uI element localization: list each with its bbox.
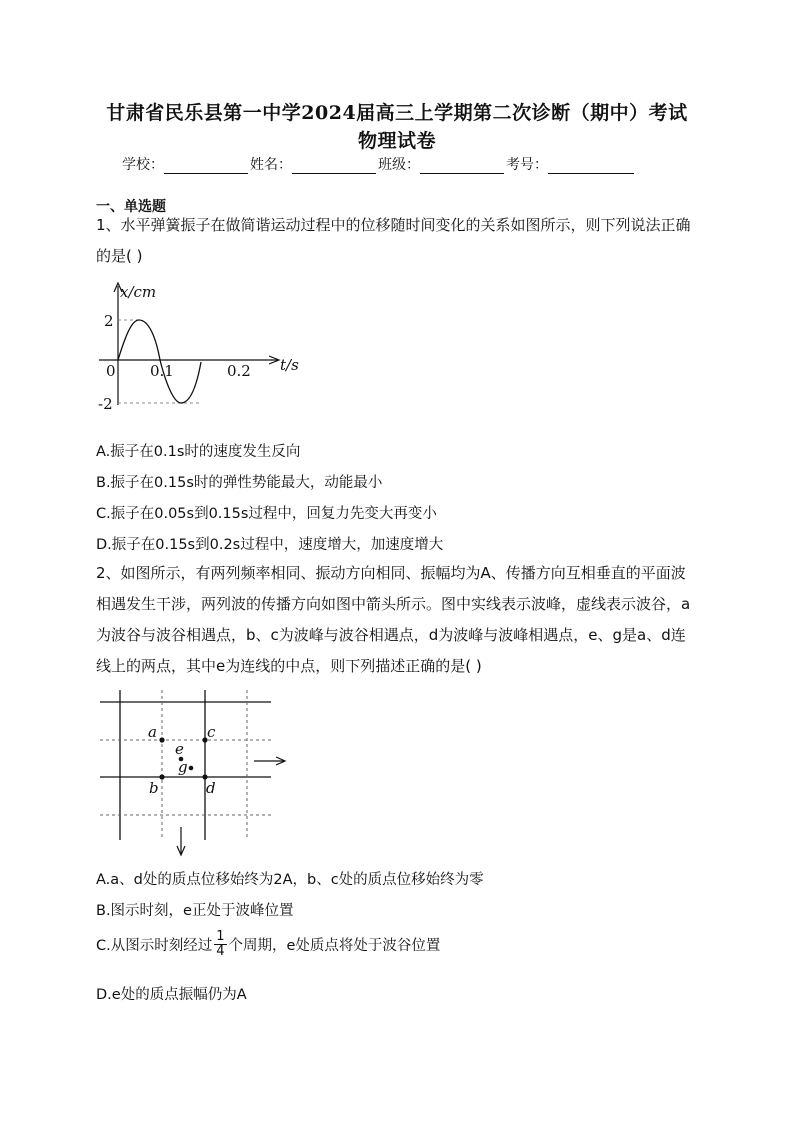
tick-y-2: 2 (104, 312, 114, 330)
name-blank[interactable] (292, 157, 376, 174)
fraction-one-quarter (214, 930, 226, 959)
fraction-numerator: 1 (216, 929, 225, 944)
point-a (159, 737, 164, 742)
q1-option-c[interactable]: C.振子在0.05s到0.15s过程中，回复力先变大再变小 (96, 506, 437, 522)
class-label: 班级： (378, 157, 420, 173)
q2-option-d[interactable]: D.e处的质点振幅仍为A (96, 987, 247, 1003)
label-b: b (149, 779, 159, 797)
point-b (159, 774, 164, 779)
label-g: g (178, 758, 188, 776)
origin-label: 0 (106, 362, 116, 380)
school-label: 学校： (122, 157, 164, 173)
x-axis-label: t/s (280, 356, 299, 374)
class-blank[interactable] (420, 157, 504, 174)
tick-0.2: 0.2 (227, 362, 251, 380)
question-2-stem: 2、如图所示，有两列频率相同、振动方向相同、振幅均为A、传播方向互相垂直的平面波相遇发生干涉，两列波的传播方向如图中箭头所示。图中实线表示波峰，虚线表示波谷，a为波谷与波谷相遇点，b、c为波峰与波谷相遇点，d为波峰与波峰相遇点，e、g是a、d连线上的两点，其中e为连线的中点，则下列描述正确的是( ) (96, 564, 691, 675)
label-d: d (206, 779, 216, 797)
point-g (189, 766, 194, 771)
arrows (177, 757, 285, 855)
q2-option-a[interactable]: A.a、d处的质点位移始终为2A，b、c处的质点位移始终为零 (96, 872, 484, 888)
school-blank[interactable] (164, 157, 248, 174)
label-e: e (175, 740, 184, 758)
number-label: 考号： (506, 157, 548, 173)
number-blank[interactable] (548, 157, 634, 174)
axes (99, 283, 279, 405)
q2-option-c-prefix: C.从图示时刻经过 (96, 938, 213, 954)
q1-option-d[interactable]: D.振子在0.15s到0.2s过程中，速度增大，加速度增大 (96, 537, 444, 553)
q1-option-b[interactable]: B.振子在0.15s时的弹性势能最大，动能最小 (96, 475, 383, 491)
q1-option-a[interactable]: A.振子在0.1s时的速度发生反向 (96, 444, 301, 460)
y-axis-label: x/cm (120, 283, 157, 301)
q2-option-c[interactable] (96, 930, 440, 959)
q2-interference-grid (96, 690, 296, 870)
q2-option-c-suffix: 个周期，e处质点将处于波谷位置 (228, 938, 441, 954)
question-1-stem: 1、水平弹簧振子在做简谐运动过程中的位移随时间变化的关系如图所示，则下列说法正确的是( ) (96, 216, 691, 265)
exam-title-line1: 甘肃省民乐县第一中学2024届高三上学期第二次诊断（期中）考试 (106, 102, 688, 124)
name-label: 姓名： (250, 157, 292, 173)
section-title: 一、单选题 (96, 199, 166, 215)
exam-title-line2: 物理试卷 (357, 130, 436, 152)
fraction-denominator: 4 (216, 944, 225, 959)
q2-option-b[interactable]: B.图示时刻，e正处于波峰位置 (96, 903, 294, 919)
student-info-row (122, 154, 636, 174)
tick-y-neg2: -2 (98, 395, 113, 413)
label-c: c (207, 723, 216, 741)
label-a: a (148, 723, 157, 741)
q1-xt-graph (94, 280, 314, 430)
tick-0.1: 0.1 (150, 362, 174, 380)
